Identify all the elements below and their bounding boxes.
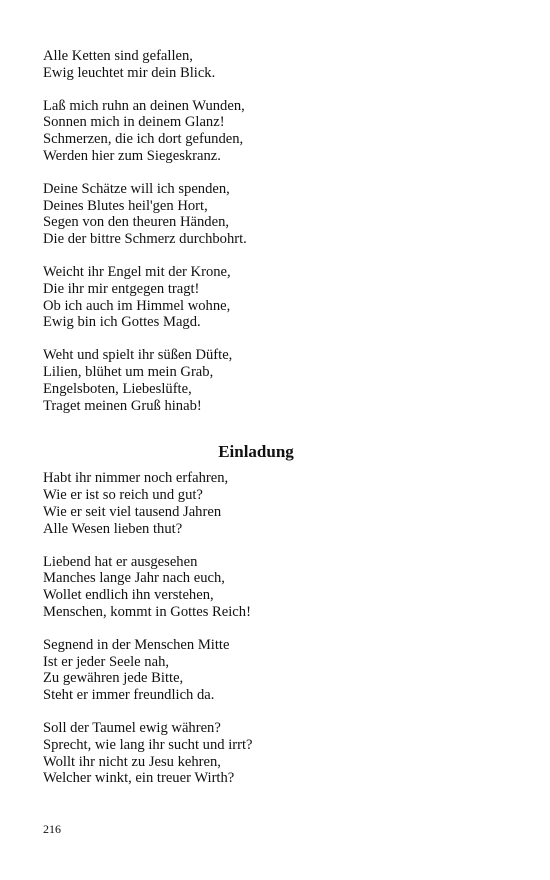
verse-line: Welcher winkt, ein treuer Wirth? xyxy=(43,770,235,787)
verse-line: Laß mich ruhn an deinen Wunden, xyxy=(43,97,245,114)
stanza xyxy=(43,347,503,414)
verse-line: Werden hier zum Siegeskranz. xyxy=(43,147,221,164)
verse-line: Wollt ihr nicht zu Jesu kehren, xyxy=(43,753,221,770)
verse-line: Wollet endlich ihn verstehen, xyxy=(43,587,214,604)
verse-line: Wie er ist so reich und gut? xyxy=(43,487,203,504)
page-content xyxy=(43,48,503,803)
verse-line: Manches lange Jahr nach euch, xyxy=(43,570,225,587)
verse-line: Deine Schätze will ich spenden, xyxy=(43,180,230,197)
verse-line: Alle Ketten sind gefallen, xyxy=(43,48,193,64)
verse-line: Deines Blutes heil'gen Hort, xyxy=(43,197,208,214)
verse-line: Segen von den theuren Händen, xyxy=(43,214,230,231)
verse-line: Habt ihr nimmer noch erfahren, xyxy=(43,470,229,487)
verse-line: Ist er jeder Seele nah, xyxy=(43,653,170,670)
page-number: 216 xyxy=(43,822,61,836)
stanza xyxy=(43,98,503,165)
verse-line: Weicht ihr Engel mit der Krone, xyxy=(43,263,231,280)
stanza xyxy=(43,470,503,537)
verse-line: Ob ich auch im Himmel wohne, xyxy=(43,297,231,314)
verse-line: Sonnen mich in deinem Glanz! xyxy=(43,114,225,131)
stanza xyxy=(43,720,503,787)
verse-line: Sprecht, wie lang ihr sucht und irrt? xyxy=(43,736,253,753)
verse-line: Soll der Taumel ewig währen? xyxy=(43,719,221,736)
verse-line: Liebend hat er ausgesehen xyxy=(43,553,198,570)
verse-line: Schmerzen, die ich dort gefunden, xyxy=(43,131,244,148)
poem-continuation xyxy=(43,48,503,414)
verse-line: Menschen, kommt in Gottes Reich! xyxy=(43,603,251,620)
verse-line: Alle Wesen lieben thut? xyxy=(43,520,183,537)
verse-line: Wie er seit viel tausend Jahren xyxy=(43,503,222,520)
verse-line: Weht und spielt ihr süßen Düfte, xyxy=(43,347,233,364)
verse-line: Steht er immer freundlich da. xyxy=(43,687,215,704)
stanza xyxy=(43,48,503,82)
verse-line: Ewig bin ich Gottes Magd. xyxy=(43,314,201,331)
verse-line: Ewig leuchtet mir dein Blick. xyxy=(43,64,216,81)
verse-line: Zu gewähren jede Bitte, xyxy=(43,670,184,687)
verse-line: Die ihr mir entgegen tragt! xyxy=(43,280,200,297)
stanza xyxy=(43,181,503,248)
verse-line: Engelsboten, Liebeslüfte, xyxy=(43,380,192,397)
stanza xyxy=(43,554,503,621)
stanza xyxy=(43,264,503,331)
poem-einladung xyxy=(43,470,503,787)
stanza xyxy=(43,637,503,704)
verse-line: Segnend in der Menschen Mitte xyxy=(43,636,230,653)
poem-title: Einladung xyxy=(218,442,294,462)
verse-line: Die der bittre Schmerz durchbohrt. xyxy=(43,231,247,248)
verse-line: Lilien, blühet um mein Grab, xyxy=(43,363,214,380)
verse-line: Traget meinen Gruß hinab! xyxy=(43,397,202,414)
